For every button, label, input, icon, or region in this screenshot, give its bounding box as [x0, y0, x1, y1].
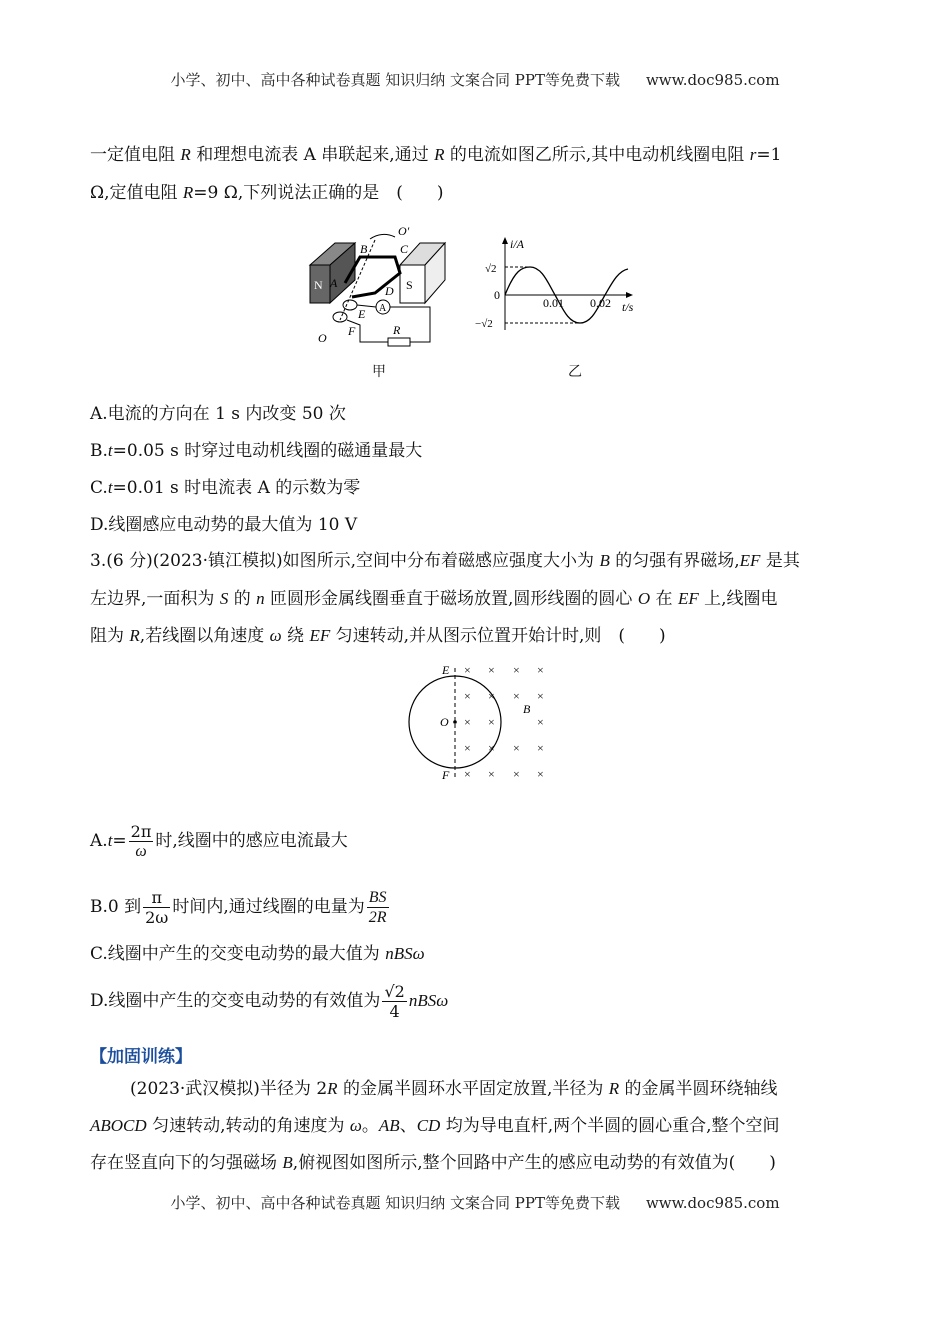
- q2-line1: 一定值电阻 R 和理想电流表 A 串联起来,通过 R 的电流如图乙所示,其中电动机线圈电阻 r=1: [90, 145, 782, 165]
- field-cross: ×: [513, 767, 520, 781]
- q3-option-b: B.0 到 $\frac{\pi}{2\omega}$ 时间内,通过线圈的电量为 $\frac{BS}{2R}$: [90, 888, 387, 927]
- q2-option-a: A.电流的方向在 1 s 内改变 50 次: [90, 404, 346, 424]
- field-cross: ×: [464, 741, 471, 755]
- footer-text: 小学、初中、高中各种试卷真题 知识归纳 文案合同 PPT等免费下载: [170, 1194, 620, 1212]
- label-n: N: [314, 278, 323, 292]
- q2-option-c: C.t=0.01 s 时电流表 A 的示数为零: [90, 478, 361, 498]
- label-e: E: [442, 663, 450, 677]
- caption-jia: 甲: [372, 364, 386, 380]
- page-footer: [0, 1192, 950, 1213]
- q2-option-b: B.t=0.05 s 时穿过电动机线圈的磁通量最大: [90, 441, 423, 461]
- q3-option-c: C.线圈中产生的交变电动势的最大值为 nBSω: [90, 944, 425, 964]
- q3-magnetic-field-figure: [400, 660, 560, 785]
- q2-line2: Ω,定值电阻 R=9 Ω,下列说法正确的是 ( ): [90, 183, 444, 203]
- footer-site: www.doc985.com: [645, 1194, 780, 1212]
- svg-text:D: D: [385, 284, 394, 298]
- reinforce-line2: ABOCD 匀速转动,转动的角速度为 ω。AB、CD 均为导电直杆,两个半圆的圆心重合,整个空间: [90, 1116, 780, 1136]
- header-site: www.doc985.com: [645, 71, 780, 89]
- field-cross: ×: [488, 663, 495, 677]
- field-cross: ×: [513, 741, 520, 755]
- field-cross: ×: [488, 715, 495, 729]
- x-axis-label: t/s: [622, 300, 634, 314]
- y-axis-label: i/A: [510, 237, 524, 251]
- header-text: 小学、初中、高中各种试卷真题 知识归纳 文案合同 PPT等免费下载: [170, 71, 620, 89]
- field-cross: ×: [488, 741, 495, 755]
- svg-text:0.01: 0.01: [543, 296, 564, 310]
- label-o: O: [440, 715, 449, 729]
- label-f: F: [442, 768, 450, 782]
- field-cross: ×: [513, 689, 520, 703]
- svg-text:C: C: [400, 242, 409, 256]
- field-cross: ×: [464, 663, 471, 677]
- reinforce-title: 【加固训练】: [90, 1047, 192, 1067]
- svg-text:A: A: [379, 303, 387, 314]
- field-cross: ×: [464, 715, 471, 729]
- svg-text:O: O: [318, 331, 327, 345]
- svg-text:R: R: [393, 323, 401, 337]
- svg-text:0: 0: [494, 288, 500, 302]
- svg-text:√2: √2: [485, 263, 497, 275]
- svg-text:−√2: −√2: [475, 318, 493, 330]
- svg-text:0.02: 0.02: [590, 296, 611, 310]
- reinforce-line1: (2023·武汉模拟)半径为 2R 的金属半圆环水平固定放置,半径为 R 的金属半圆环绕轴线: [130, 1079, 778, 1099]
- q3-line2: 左边界,一面积为 S 的 n 匝圆形金属线圈垂直于磁场放置,圆形线圈的圆心 O 在 EF 上,线圈电: [90, 589, 778, 609]
- field-cross: ×: [537, 741, 544, 755]
- svg-text:E: E: [358, 307, 366, 321]
- field-cross: ×: [488, 767, 495, 781]
- label-s: S: [406, 278, 413, 292]
- page-header: [0, 69, 950, 90]
- field-cross: ×: [537, 663, 544, 677]
- field-cross: ×: [537, 715, 544, 729]
- svg-text:O': O': [398, 225, 410, 238]
- svg-text:F: F: [348, 324, 356, 338]
- q2-option-d: D.线圈感应电动势的最大值为 10 V: [90, 515, 358, 535]
- q3-line3: 阻为 R,若线圈以角速度 ω 绕 EF 匀速转动,并从图示位置开始计时,则 ( ): [90, 626, 666, 646]
- generator-figure: [300, 225, 450, 350]
- caption-yi: 乙: [568, 364, 582, 380]
- field-cross: ×: [488, 689, 495, 703]
- field-cross: ×: [464, 689, 471, 703]
- field-cross: ×: [537, 689, 544, 703]
- svg-text:B: B: [360, 242, 368, 256]
- field-cross: ×: [537, 767, 544, 781]
- svg-text:A: A: [330, 276, 338, 290]
- field-cross: ×: [464, 767, 471, 781]
- q3-option-a: A.t= $\frac{2\pi}{\omega}$ 时,线圈中的感应电流最大: [90, 822, 348, 860]
- q3-line1: 3.(6 分)(2023·镇江模拟)如图所示,空间中分布着磁感应强度大小为 B 的匀强有界磁场,EF 是其: [90, 551, 800, 571]
- label-b: B: [523, 702, 531, 716]
- field-cross: ×: [513, 663, 520, 677]
- reinforce-line3: 存在竖直向下的匀强磁场 B,俯视图如图所示,整个回路中产生的感应电动势的有效值为( ): [90, 1153, 776, 1173]
- q3-option-d: D.线圈中产生的交变电动势的有效值为 $\frac{√2}{4}$ nBSω: [90, 982, 449, 1021]
- current-graph: [470, 235, 650, 335]
